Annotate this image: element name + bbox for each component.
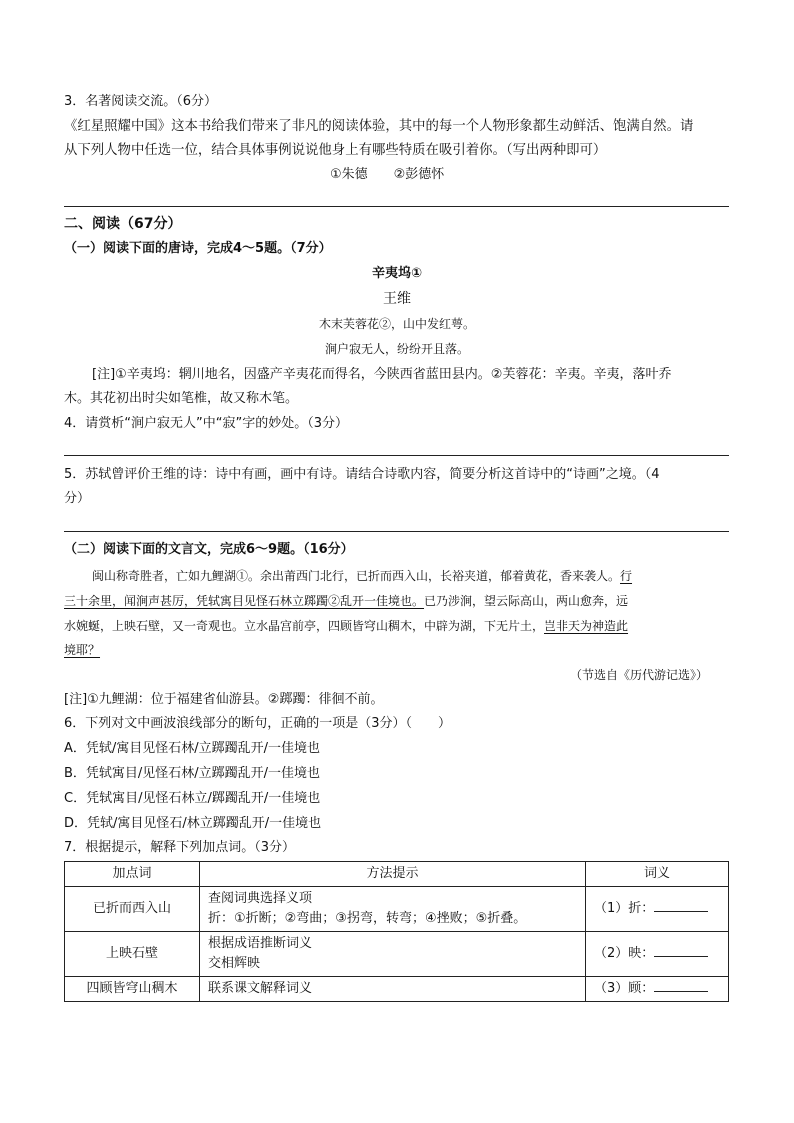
poem-note-line2: 木。其花初出时尖如笔椎，故又称木笔。 xyxy=(64,391,299,406)
prose-text: 水婉蜒，上映石壁，又一奇观也。立水晶宫前亭，四顾皆穹山稠木，中辟为湖，下无片土， xyxy=(64,619,545,633)
header-meaning: 词义 xyxy=(586,862,729,887)
poem-line-1: 木末芙蓉花②，山中发红萼。 xyxy=(318,317,475,331)
q6-option-b: B．凭轼寓目/见怪石林/立踯躅乱开/一佳境也 xyxy=(64,766,321,781)
q6-text: 6．下列对文中画波浪线部分的断句，正确的一项是（3分）（ ） xyxy=(64,716,452,731)
row-word: 上映石壁 xyxy=(65,932,200,977)
row-hint xyxy=(200,977,586,1002)
row-word: 四顾皆穹山稠木 xyxy=(65,977,200,1002)
q3-options: ①朱德 ②彭德怀 xyxy=(330,167,445,182)
q3-body-line1: 《红星照耀中国》这本书给我们带来了非凡的阅读体验，其中的每一个人物形象都生动鲜活、饱满自然。请 xyxy=(64,119,694,134)
q3-body-line2: 从下列人物中任选一位，结合具体事例说说他身上有哪些特质在吸引着你。（写出两种即可） xyxy=(64,143,607,158)
prose-underlined: 境耶？ xyxy=(64,643,101,657)
prose-underlined: 三十余里，闻涧声甚厉，凭轼寓目见怪石林立踯躅②乱开一佳境也。 xyxy=(64,594,425,608)
meaning-label: （2）映： xyxy=(594,946,655,961)
header-hint: 方法提示 xyxy=(200,862,586,887)
header-word: 加点词 xyxy=(65,862,200,887)
poem-note-line1: [注]①辛夷坞：辋川地名，因盛产辛夷花而得名，今陕西省蓝田县内。②芙蓉花：辛夷。辛夷，落叶乔 xyxy=(92,367,672,382)
section2-title: 二、阅读（67分） xyxy=(64,216,182,232)
q4-text: 4．请赏析“涧户寂无人”中“寂”字的妙处。（3分） xyxy=(64,416,348,431)
answer-blank[interactable] xyxy=(654,979,708,992)
prose-text: 闽山称奇胜者，亡如九鲤湖①。余出莆西门北行，已折而西入山，长裕夹道，郁着黄花，香来袭人。 xyxy=(92,569,621,583)
hint-line: 查阅词典选择义项 xyxy=(208,891,313,906)
answer-blank[interactable] xyxy=(654,944,708,957)
table-row xyxy=(65,977,729,1002)
prose-line-3 xyxy=(64,616,628,636)
hint-line: 折：①折断；②弯曲；③拐弯，转弯；④挫败；⑤折叠。 xyxy=(208,911,527,926)
hint-line: 根据成语推断词义 xyxy=(208,936,313,951)
prose-line-4 xyxy=(64,640,100,660)
hint-line: 联系课文解释词义 xyxy=(208,981,313,996)
row-hint xyxy=(200,887,586,932)
poem-line-2: 涧户寂无人，纷纷开且落。 xyxy=(324,342,469,356)
q6-option-c: C．凭轼寓目/见怪石林立/踯躅乱开/一佳境也 xyxy=(64,791,321,806)
meaning-label: （1）折： xyxy=(594,901,655,916)
q5-line2: 分） xyxy=(64,491,91,506)
prose-text: 已乃涉涧，望云际高山，两山愈奔，远 xyxy=(424,594,629,608)
answer-rule xyxy=(64,206,729,207)
answer-blank[interactable] xyxy=(654,899,708,912)
q3-title: 3．名著阅读交流。（6分） xyxy=(64,94,218,109)
row-meaning xyxy=(586,932,729,977)
q6-option-a: A．凭轼/寓目见怪石林/立踯躅乱开/一佳境也 xyxy=(64,741,321,756)
row-meaning xyxy=(586,887,729,932)
answer-rule xyxy=(64,531,729,532)
prose-line-1 xyxy=(92,566,632,586)
prose-source: （节选自《历代游记选》） xyxy=(570,668,709,682)
answer-rule xyxy=(64,455,729,456)
vocab-table xyxy=(64,861,729,1002)
table-header-row xyxy=(65,862,729,887)
table-row xyxy=(65,887,729,932)
q6-option-d: D．凭轼/寓目见怪石/林立踯躅乱开/一佳境也 xyxy=(64,816,322,831)
part1-title: （一）阅读下面的唐诗，完成4～5题。（7分） xyxy=(64,241,332,256)
poem-author: 王维 xyxy=(383,291,411,307)
part2-title: （二）阅读下面的文言文，完成6～9题。（16分） xyxy=(64,542,354,557)
hint-line: 交相辉映 xyxy=(208,956,261,971)
table-row xyxy=(65,932,729,977)
prose-underlined: 行 xyxy=(620,569,633,583)
q5-line1: 5．苏轼曾评价王维的诗：诗中有画，画中有诗。请结合诗歌内容，简要分析这首诗中的“诗画”之境。（4 xyxy=(64,467,660,482)
poem-title: 辛夷坞① xyxy=(371,266,422,281)
row-hint xyxy=(200,932,586,977)
meaning-label: （3）顾： xyxy=(594,981,655,996)
prose-note: [注]①九鲤湖：位于福建省仙游县。②踯躅：徘徊不前。 xyxy=(64,692,384,707)
prose-underlined: 岂非天为神造此 xyxy=(544,619,629,633)
q7-text: 7．根据提示，解释下列加点词。（3分） xyxy=(64,840,296,855)
row-word: 已折而西入山 xyxy=(65,887,200,932)
row-meaning xyxy=(586,977,729,1002)
prose-line-2 xyxy=(64,591,628,611)
